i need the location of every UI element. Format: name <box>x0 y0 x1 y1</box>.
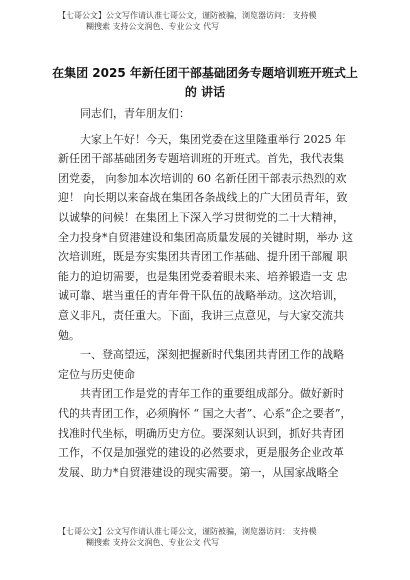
paragraph-section-1: 共青团工作是党的青年工作的重要组成部分。做好新时代的共青团工作，必须胸怀 “ 国之大者”、心系“企之要者”， 找准时代坐标，明确历史方位。要深刻认识到，抓好共青团 工作，不仅是加强党的建设的必然要求，更是服务企业改革 发展、助力*自贸港建设的现实需要。第一，从国家战略全 <box>58 387 352 479</box>
paragraph-opening: 大家上午好！今天，集团党委在这里隆重举行 2025 年新任团干部基础团务专题培训班的开班式。首先，我代表集团党委， 向参加本次培训的 60 名新任团干部表示热烈的欢 迎！ 向长期以来奋战在集团各条战线上的广大团员青年，致 以诚挚的问候！在集团上下深入学习贯彻党的二十大精神， 全力投身*自贸港建设和集团高质量发展的关键时期，举办 这次培训班，既是夯实集团共青团工作基础、提升团干部履 职能力的迫切需要，也是集团党委着眼未来、培养锻造一支 忠诚可靠、堪当重任的青年骨干队伍的战略举动。这次培训， 意义非凡，责任重大。下面，我讲三点意见，与大家交流共 勉。 <box>58 132 353 342</box>
page-footer <box>58 526 358 548</box>
header-line-1: 【七哥公文】公文写作请认准七哥公文，谨防被骗，浏览器访问： 支持模 <box>58 11 317 20</box>
footer-line-1: 【七哥公文】公文写作请认准七哥公文，谨防被骗，浏览器访问： 支持模 <box>58 527 317 536</box>
page-header <box>58 10 358 32</box>
document-body <box>58 104 354 482</box>
header-line-2: 糊搜索 支持公文润色、专业公文 代写 <box>86 22 220 31</box>
salutation: 同志们，青年朋友们： <box>80 107 190 120</box>
section-heading-1: 一、登高望远，深刻把握新时代集团共青团工作的战略定位与历史使命 <box>58 348 344 381</box>
document-title: 在集团 2025 年新任团干部基础团务专题培训班开班式上的 讲话 <box>52 66 358 99</box>
footer-line-2: 糊搜索 支持公文润色、专业公文 代写 <box>86 538 220 547</box>
